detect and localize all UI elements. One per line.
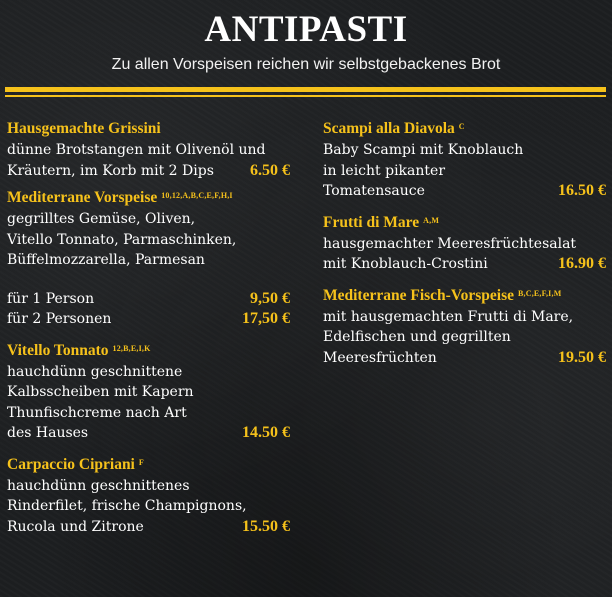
menu-item-vitello-tonnato bbox=[7, 340, 290, 444]
menu-column-left bbox=[7, 118, 290, 537]
dish-price: 16.90 € bbox=[558, 255, 606, 272]
dish-description-line: Baby Scampi mit Knoblauch bbox=[323, 142, 524, 158]
dish-name: Mediterrane Fisch-Vorspeise $^{B,C,E,F,I,M}$ bbox=[323, 286, 562, 304]
dish-description-line: dünne Brotstangen mit Olivenöl und bbox=[7, 142, 266, 158]
dish-price: 9,50 € bbox=[250, 289, 290, 307]
portion-row: für 2 Personen 17,50 € bbox=[7, 309, 290, 330]
dish-description-line: Vitello Tonnato, Parmaschinken, bbox=[7, 231, 237, 248]
dish-price: 16.50 € bbox=[558, 182, 606, 199]
dish-name: Mediterrane Vorspeise $^{10,12,A,B,C,E,F,H,I}$ bbox=[7, 189, 233, 206]
menu-item-carpaccio bbox=[7, 454, 290, 538]
dish-price: 6.50 € bbox=[250, 161, 290, 179]
dish-description-line: Tomatensauce 16.50 € bbox=[323, 181, 606, 202]
dish-description-line: Rucola und Zitrone 15.50 € bbox=[7, 517, 290, 538]
dish-description-line: hausgemachter Meeresfrüchtesalat bbox=[323, 235, 577, 252]
dish-description-line: Meeresfrüchten 19.50 € bbox=[323, 348, 606, 369]
dish-description-line: Kräutern, im Korb mit 2 Dips 6.50 € bbox=[7, 161, 290, 182]
allergen-codes: 10,12,A,B,C,E,F,H,I bbox=[161, 191, 233, 200]
allergen-codes: 12,B,E,I,K bbox=[112, 343, 151, 353]
menu-item-grissini bbox=[7, 118, 290, 181]
menu-item-mediterrane-vorspeise bbox=[7, 187, 290, 330]
portion-row: für 1 Person 9,50 € bbox=[7, 289, 290, 310]
dish-description-line: Edelfischen und gegrillten bbox=[323, 329, 511, 345]
dish-description-line: Thunfischcreme nach Art bbox=[7, 404, 187, 421]
dish-description-line: mit Knoblauch-Crostini 16.90 € bbox=[323, 254, 606, 275]
dish-description-line: hauchdünn geschnittenes bbox=[7, 477, 190, 494]
allergen-codes: A,M bbox=[423, 215, 440, 225]
dish-description-line: mit hausgemachten Frutti di Mare, bbox=[323, 308, 574, 325]
dish-name: Vitello Tonnato $^{12,B,E,I,K}$ bbox=[7, 341, 151, 359]
page-subtitle: Zu allen Vorspeisen reichen wir selbstgebackenes Brot bbox=[111, 56, 501, 73]
dish-name: Scampi alla Diavola $^C$ bbox=[323, 120, 465, 137]
dish-description-line: in leicht pikanter bbox=[323, 162, 446, 179]
allergen-codes: F bbox=[138, 457, 144, 467]
menu-column-right bbox=[323, 118, 606, 368]
dish-price: 19.50 € bbox=[558, 348, 606, 366]
divider-thick bbox=[5, 87, 606, 92]
allergen-codes: B,C,E,F,I,M bbox=[517, 288, 562, 298]
dish-name: Hausgemachte Grissini bbox=[7, 120, 161, 137]
divider-thin bbox=[5, 95, 606, 97]
dish-description-line: Kalbsscheiben mit Kapern bbox=[7, 384, 194, 400]
page-title: ANTIPASTI bbox=[204, 9, 408, 50]
allergen-codes: C bbox=[458, 122, 465, 131]
dish-name: Carpaccio Cipriani $^F$ bbox=[7, 455, 144, 473]
menu-item-fisch-vorspeise bbox=[323, 285, 606, 369]
dish-description-line: des Hauses 14.50 € bbox=[7, 423, 290, 444]
dish-price: 14.50 € bbox=[242, 424, 290, 441]
dish-description-line: gegrilltes Gemüse, Oliven, bbox=[7, 211, 196, 227]
dish-description-line: hauchdünn geschnittene bbox=[7, 363, 183, 380]
dish-price: 15.50 € bbox=[242, 517, 290, 535]
dish-name: Frutti di Mare $^{A,M}$ bbox=[323, 213, 440, 231]
dish-price: 17,50 € bbox=[242, 310, 290, 327]
menu-item-scampi bbox=[323, 118, 606, 202]
menu-item-frutti-di-mare bbox=[323, 212, 606, 275]
dish-description-line: Rinderfilet, frische Champignons, bbox=[7, 498, 247, 514]
dish-description-line: Büffelmozzarella, Parmesan bbox=[7, 252, 205, 268]
